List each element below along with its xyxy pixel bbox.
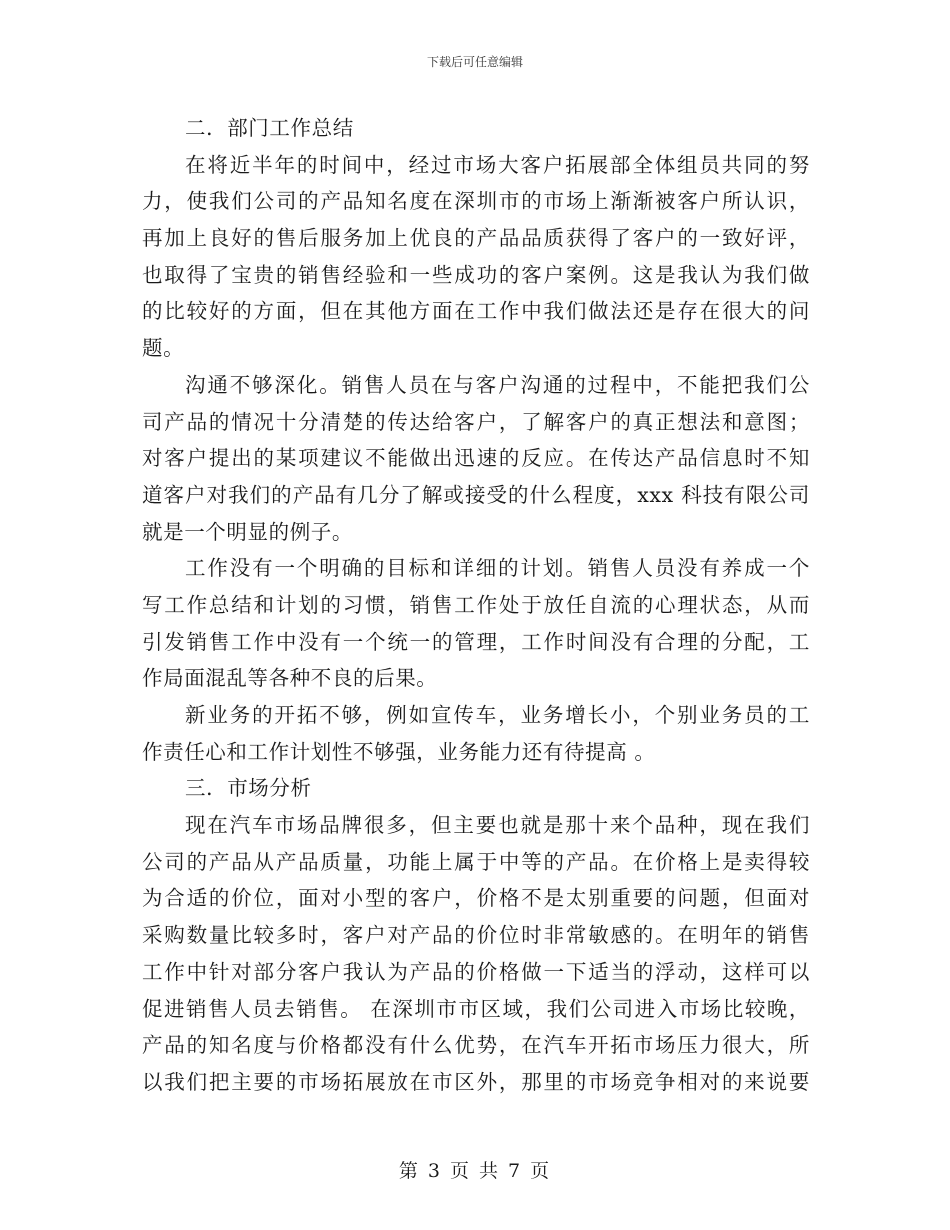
document-body xyxy=(142,110,810,1101)
text-line: 题。 xyxy=(142,336,185,361)
text-line: 为合适的价位，面对小型的客户，价格不是太别重要的问题，但面对 xyxy=(142,886,810,911)
text-line: 公司的产品从产品质量，功能上属于中等的产品。在价格上是卖得较 xyxy=(142,849,810,874)
text-line: 的比较好的方面，但在其他方面在工作中我们做法还是存在很大的问 xyxy=(142,299,810,324)
text-line: 沟通不够深化。销售人员在与客户沟通的过程中，不能把我们公 xyxy=(185,372,810,397)
page-number: 第 3 页 共 7 页 xyxy=(398,1160,552,1182)
page-header-note: 下载后可任意编辑 xyxy=(426,55,523,69)
text-line: 引发销售工作中没有一个统一的管理，工作时间没有合理的分配，工 xyxy=(142,629,810,654)
text-line: 作局面混乱等各种不良的后果。 xyxy=(142,666,438,691)
text-line: 产品的知名度与价格都没有什么优势，在汽车开拓市场压力很大，所 xyxy=(142,1033,810,1058)
text-line: 写工作总结和计划的习惯，销售工作处于放任自流的心理状态，从而 xyxy=(142,592,810,617)
text-line: 以我们把主要的市场拓展放在市区外，那里的市场竞争相对的来说要 xyxy=(142,1069,810,1094)
text-line: 在将近半年的时间中，经过市场大客户拓展部全体组员共同的努 xyxy=(185,152,810,177)
text-line: 促进销售人员去销售。 在深圳市市区域，我们公司进入市场比较晚， xyxy=(142,996,810,1021)
text-line: 就是一个明显的例子。 xyxy=(142,519,353,544)
text-line: 力，使我们公司的产品知名度在深圳市的市场上渐渐被客户所认识， xyxy=(142,189,810,214)
text-line: 二．部门工作总结 xyxy=(185,116,354,140)
text-line: 三．市场分析 xyxy=(185,776,312,801)
text-line: 对客户提出的某项建议不能做出迅速的反应。在传达产品信息时不知 xyxy=(142,446,810,471)
text-line: 司产品的情况十分清楚的传达给客户，了解客户的真正想法和意图； xyxy=(142,409,810,434)
text-line: 新业务的开拓不够，例如宣传车，业务增长小，个别业务员的工 xyxy=(185,703,810,727)
text-line: 作责任心和工作计划性不够强，业务能力还有待提高 。 xyxy=(142,739,656,764)
text-line: 也取得了宝贵的销售经验和一些成功的客户案例。这是我认为我们做 xyxy=(142,262,810,287)
text-line: 采购数量比较多时，客户对产品的价位时非常敏感的。在明年的销售 xyxy=(142,923,810,948)
text-line: 现在汽车市场品牌很多，但主要也就是那十来个品种，现在我们 xyxy=(185,813,810,838)
text-line: 工作中针对部分客户我认为产品的价格做一下适当的浮动，这样可以 xyxy=(142,959,810,984)
text-line: 道客户对我们的产品有几分了解或接受的什么程度，xxx 科技有限公司 xyxy=(142,482,810,507)
text-line: 再加上良好的售后服务加上优良的产品品质获得了客户的一致好评， xyxy=(142,226,810,251)
text-line: 工作没有一个明确的目标和详细的计划。销售人员没有养成一个 xyxy=(185,556,810,581)
